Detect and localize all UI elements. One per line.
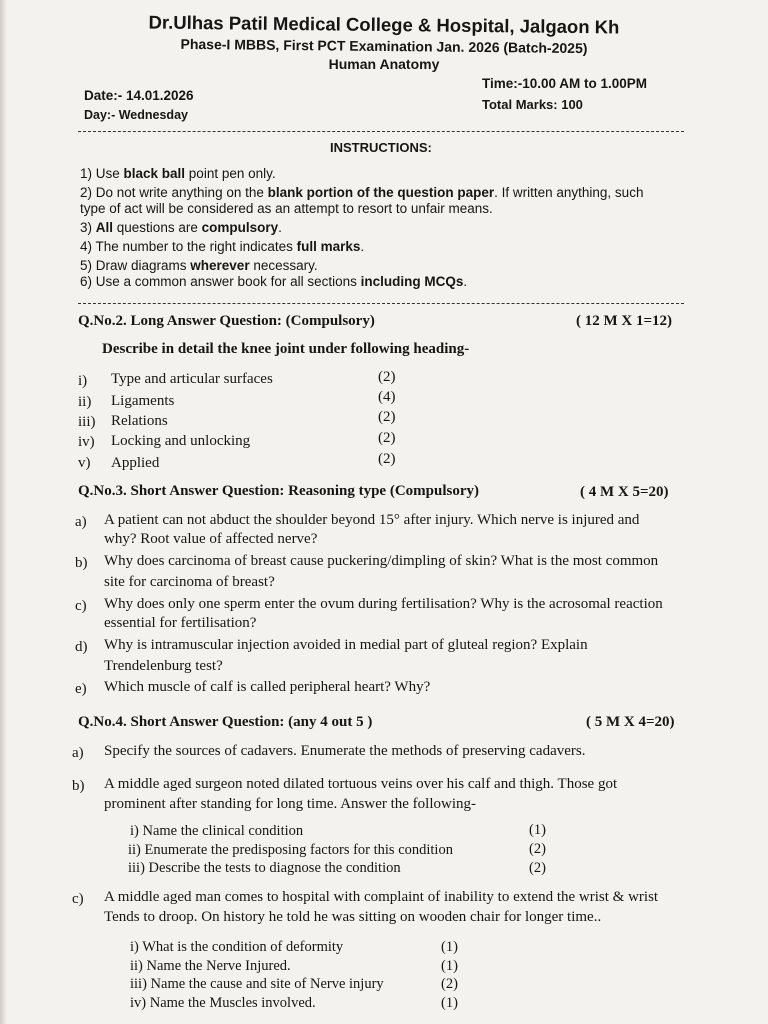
- instruction-3: 3) All questions are compulsory.: [80, 220, 282, 235]
- instructions-title: INSTRUCTIONS:: [330, 140, 432, 155]
- exam-day: Day:- Wednesday: [84, 108, 188, 122]
- q4-sub-marks: (1): [529, 822, 546, 838]
- q3-item-line: essential for fertilisation?: [104, 615, 257, 631]
- instruction-1: 1) Use black ball point pen only.: [80, 166, 276, 181]
- q3-item-line: Why does only one sperm enter the ovum during fertilisation? Why is the acrosomal reaction: [104, 596, 663, 612]
- q4-sub-item: iii) Name the cause and site of Nerve injury: [130, 976, 384, 992]
- q4-item-line: Specify the sources of cadavers. Enumerate the methods of preserving cadavers.: [104, 743, 586, 759]
- q2-item-text: Type and articular surfaces: [111, 371, 273, 387]
- q2-item-number: ii): [78, 394, 92, 410]
- exam-title: Phase-I MBBS, First PCT Examination Jan. 2026 (Batch-2025): [180, 35, 588, 57]
- q3-item-line: site for carcinoma of breast?: [104, 574, 275, 590]
- q3-title: Q.No.3. Short Answer Question: Reasoning type (Compulsory): [78, 483, 479, 499]
- q4-item-label: b): [72, 778, 85, 794]
- q2-item-marks: (2): [378, 369, 396, 385]
- q4-title: Q.No.4. Short Answer Question: (any 4 out 5 ): [78, 714, 373, 730]
- instruction-5: 5) Draw diagrams wherever necessary.: [80, 258, 318, 273]
- q3-marks: ( 4 M X 5=20): [580, 484, 669, 500]
- q2-item-text: Applied: [111, 455, 160, 471]
- instruction-4: 4) The number to the right indicates full marks.: [80, 239, 365, 254]
- subject-title: Human Anatomy: [328, 56, 440, 72]
- q3-item-label: a): [75, 514, 87, 530]
- q4-item-line: prominent after standing for long time. Answer the following-: [104, 796, 477, 812]
- divider-top: [78, 131, 684, 132]
- q4-sub-item: ii) Name the Nerve Injured.: [130, 958, 291, 974]
- q4-item-label: c): [72, 891, 84, 907]
- page-edge-shadow: [0, 0, 7, 1024]
- q4-item-label: a): [72, 745, 84, 761]
- q3-item-label: c): [75, 598, 87, 614]
- q4-sub-marks: (1): [441, 958, 458, 974]
- q3-item-line: Why does carcinoma of breast cause puckering/dimpling of skin? What is the most common: [104, 553, 659, 569]
- instruction-6: 6) Use a common answer book for all sections including MCQs.: [80, 274, 468, 289]
- q2-item-marks: (2): [378, 451, 396, 467]
- q4-sub-marks: (2): [441, 976, 458, 992]
- q4-sub-item: i) Name the clinical condition: [130, 823, 304, 839]
- q4-sub-marks: (1): [441, 939, 458, 955]
- q3-item-label: d): [75, 639, 88, 655]
- q2-title: Q.No.2. Long Answer Question: (Compulsory): [78, 313, 375, 329]
- q2-item-marks: (2): [378, 409, 396, 425]
- q2-intro: Describe in detail the knee joint under following heading-: [102, 341, 470, 357]
- q4-item-line: A middle aged man comes to hospital with complaint of inability to extend the wrist & wrist: [104, 889, 659, 905]
- q2-item-text: Locking and unlocking: [111, 433, 251, 449]
- q2-marks: ( 12 M X 1=12): [576, 313, 673, 329]
- q4-marks: ( 5 M X 4=20): [586, 714, 675, 730]
- exam-time: Time:-10.00 AM to 1.00PM: [482, 76, 648, 91]
- q4-sub-marks: (2): [529, 841, 546, 857]
- q3-item-line: why? Root value of affected nerve?: [104, 531, 318, 547]
- q3-item-line: Which muscle of calf is called peripheral heart? Why?: [104, 679, 431, 695]
- total-marks: Total Marks: 100: [482, 97, 583, 112]
- q3-item-label: e): [75, 681, 87, 697]
- q2-item-marks: (2): [378, 430, 396, 446]
- q2-item-number: iv): [78, 434, 95, 450]
- q4-sub-item: ii) Enumerate the predisposing factors for this condition: [128, 842, 453, 858]
- q3-item-line: A patient can not abduct the shoulder beyond 15° after injury. Which nerve is injured and: [104, 512, 640, 528]
- instruction-2-cont: type of act will be considered as an attempt to resort to unfair means.: [80, 201, 493, 216]
- q3-item-line: Trendelenburg test?: [104, 658, 223, 674]
- q2-item-number: iii): [78, 414, 96, 430]
- q2-item-number: i): [78, 373, 88, 389]
- q4-item-line: Tends to droop. On history he told he was sitting on wooden chair for longer time..: [104, 909, 602, 925]
- q4-sub-item: iv) Name the Muscles involved.: [130, 995, 316, 1011]
- divider-instructions: [78, 303, 684, 304]
- q2-item-number: v): [78, 455, 91, 471]
- q4-item-line: A middle aged surgeon noted dilated tortuous veins over his calf and thigh. Those got: [104, 776, 618, 792]
- college-title: Dr.Ulhas Patil Medical College & Hospital, Jalgaon Kh: [148, 11, 620, 38]
- q3-item-label: b): [75, 555, 88, 571]
- q4-sub-marks: (2): [529, 860, 546, 876]
- q2-item-text: Relations: [111, 413, 168, 429]
- q4-sub-item: i) What is the condition of deformity: [130, 939, 344, 955]
- q2-item-text: Ligaments: [111, 393, 175, 409]
- exam-date: Date:- 14.01.2026: [84, 88, 194, 103]
- instruction-2: 2) Do not write anything on the blank portion of the question paper. If written anything, such: [80, 185, 644, 200]
- q3-item-line: Why is intramuscular injection avoided in medial part of gluteal region? Explain: [104, 637, 588, 653]
- q4-sub-marks: (1): [441, 995, 458, 1011]
- q4-sub-item: iii) Describe the tests to diagnose the condition: [128, 860, 401, 876]
- q2-item-marks: (4): [378, 389, 396, 405]
